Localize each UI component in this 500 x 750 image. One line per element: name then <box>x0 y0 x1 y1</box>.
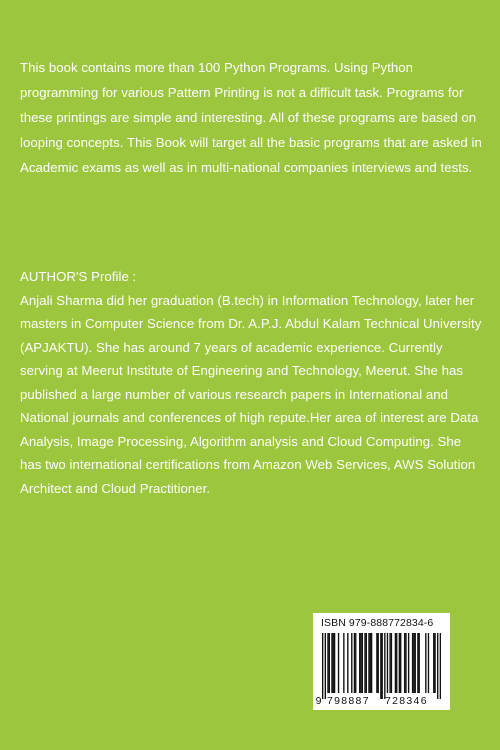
barcode-bar <box>343 633 344 693</box>
barcode-digits-right: 728346 <box>385 695 428 707</box>
barcode-bar <box>400 633 401 693</box>
barcode-bar <box>404 633 405 693</box>
barcode-bar <box>399 633 400 693</box>
barcode-bar <box>359 633 360 693</box>
barcode-bar <box>378 633 379 693</box>
barcode-bar <box>355 633 356 693</box>
barcode-bar <box>428 633 429 693</box>
isbn-number: ISBN 979-888772834-6 <box>321 617 434 629</box>
barcode-bar <box>327 633 328 693</box>
barcode-bar <box>360 633 361 693</box>
barcode-bar <box>331 633 332 693</box>
barcode-digit-first: 9 <box>315 695 322 707</box>
barcode-bar <box>322 633 323 699</box>
barcode-bar <box>329 633 330 693</box>
barcode-bar <box>389 633 390 693</box>
barcode-bar <box>437 633 438 699</box>
barcode-bar <box>338 633 339 693</box>
barcode-bars <box>322 633 441 699</box>
barcode-bar <box>419 633 420 693</box>
barcode-digits-left: 798887 <box>327 695 370 707</box>
barcode-bar <box>371 633 372 693</box>
barcode-digits <box>313 695 450 707</box>
barcode-bar <box>384 633 385 699</box>
isbn-barcode <box>313 613 450 710</box>
barcode-bar <box>370 633 371 693</box>
barcode-bar <box>351 633 352 693</box>
barcode-bar <box>376 633 377 693</box>
barcode-bar <box>425 633 426 693</box>
barcode-bar <box>387 633 388 693</box>
barcode-bar <box>325 633 326 699</box>
barcode-bar <box>366 633 367 693</box>
author-profile <box>20 265 482 500</box>
barcode-bar <box>354 633 355 693</box>
barcode-bar <box>364 633 365 693</box>
barcode-bar <box>415 633 416 693</box>
barcode-bar <box>440 633 441 699</box>
barcode-bar <box>434 633 435 693</box>
barcode-bar <box>380 633 381 699</box>
book-description: This book contains more than 100 Python Programs. Using Python programming for various Pattern Printing is not a difficult task. Programs for these printings are simple and interesting. All of these programs are based on looping concepts. This Book will target all the basic programs that are asked in Academic exams as well as in multi-national companies interviews and tests. <box>20 60 482 175</box>
barcode-bar <box>382 633 383 699</box>
barcode-bar <box>417 633 418 693</box>
author-bio: Anjali Sharma did her graduation (B.tech) in Information Technology, later her masters in Computer Science from Dr. A.P.J. Abdul Kalam Technical University (APJAKTU). She has around 7 years of academic experience. Currently serving at Meerut Institute of Engineering and Technology, Meerut. She has published a large number of various research papers in International and National journals and conferences of high repute.Her area of interest are Data Analysis, Image Processing, Algorithm analysis and Cloud Computing. She has two international certifications from Amazon Web Services, AWS Solution Architect and Cloud Practitioner. <box>20 292 482 496</box>
barcode-bar <box>396 633 397 693</box>
barcode-bar <box>334 633 335 693</box>
barcode-bar <box>368 633 369 693</box>
barcode-bar <box>413 633 414 693</box>
barcode-bar <box>333 633 334 693</box>
barcode-bar <box>362 633 363 693</box>
barcode-bar <box>395 633 396 693</box>
barcode-bar <box>405 633 406 693</box>
author-profile-heading: AUTHOR'S Profile : <box>20 269 137 284</box>
barcode-bar <box>408 633 409 693</box>
barcode-bar <box>391 633 392 693</box>
barcode-bar <box>347 633 348 693</box>
barcode-bar <box>412 633 413 693</box>
barcode-bar <box>433 633 434 693</box>
